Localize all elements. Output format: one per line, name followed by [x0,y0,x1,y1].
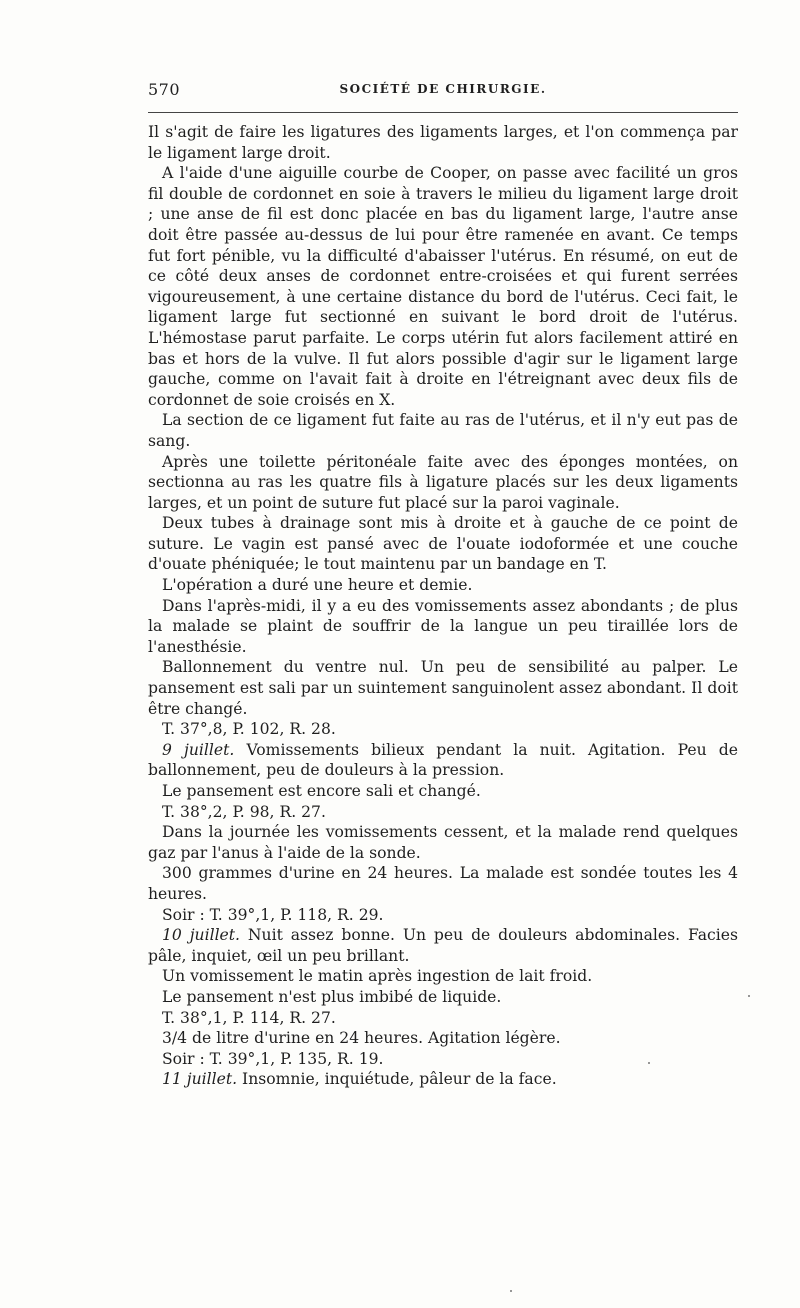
paper-speck [648,1062,650,1064]
running-head: SOCIÉTÉ DE CHIRURGIE. [339,82,547,96]
dated-entry [148,925,738,966]
paragraph-text: Dans la journée les vomissements cessent, et la malade rend quelques gaz par l'anus à l'aide de la sonde. [148,823,738,862]
paragraph-text: Soir : T. 39°,1, P. 118, R. 29. [162,905,384,924]
paragraph-text: 300 grammes d'urine en 24 heures. La malade est sondée toutes les 4 heures. [148,864,738,903]
header-rule [148,112,738,113]
paragraph-text: Un vomissement le matin après ingestion de lait froid. [162,967,593,986]
paragraph-text: Dans l'après-midi, il y a eu des vomissements assez abondants ; de plus la malade se plaint de souffrir de la langue un peu tiraillée lors de l'anesthésie. [148,596,738,656]
paragraph [148,1028,738,1049]
entry-date: 9 juillet. [162,740,235,759]
dated-entry [148,740,738,781]
paragraph-text: Vomissements bilieux pendant la nuit. Agitation. Peu de ballonnement, peu de douleurs à la pression. [148,740,738,780]
vitals-line [148,719,738,740]
paragraph [148,596,738,658]
vitals-line [148,1008,738,1029]
paragraph-text: Deux tubes à drainage sont mis à droite et à gauche de ce point de suture. Le vagin est pansé avec de l'ouate iodoformée et une couche d'ouate phéniquée; le tout maintenu par un bandage en T. [148,514,738,574]
paragraph-text: T. 38°,2, P. 98, R. 27. [162,802,326,821]
paragraph-text: 3/4 de litre d'urine en 24 heures. Agitation légère. [162,1029,561,1048]
dated-entry [148,1069,738,1090]
entry-date: 10 juillet. [162,926,241,945]
paragraph-text: Il s'agit de faire les ligatures des ligaments larges, et l'on commença par le ligament large droit. [148,123,738,162]
paragraph-text: Insomnie, inquiétude, pâleur de la face. [237,1070,557,1089]
paragraph [148,987,738,1008]
paragraph [148,513,738,575]
paragraph [148,966,738,987]
paragraph [148,822,738,863]
paragraph [148,163,738,410]
paragraph-text: Le pansement est encore sali et changé. [162,782,481,800]
page-header [148,80,738,100]
paragraph-text: Ballonnement du ventre nul. Un peu de sensibilité au palper. Le pansement est sali par un suintement sanguinolent assez abondant. Il doit être changé. [148,658,738,718]
body-text [148,122,738,1090]
paragraph-text: Le pansement n'est plus imbibé de liquide. [162,987,502,1006]
page-number: 570 [148,80,181,99]
paragraph-text: La section de ce ligament fut faite au ras de l'utérus, et il n'y eut pas de sang. [148,411,738,450]
paragraph [148,575,738,596]
paragraph-text: A l'aide d'une aiguille courbe de Cooper, on passe avec facilité un gros fil double de cordonnet en soie à travers le milieu du ligament large droit ; une anse de fil est donc placée en bas du ligament large, l'autre anse doit être passée au-dessus de lui pour être ramenée en avant. Ce temps fut fort pénible, vu la difficulté d'abaisser l'utérus. En résumé, on eut de ce côté deux anses de cordonnet entre-croisées et qui furent serrées vigoureusement, à une certaine distance du bord de l'utérus. Ceci fait, le ligament large fut sectionné en suivant le bord droit de l'utérus. L'hémostase parut parfaite. Le corps utérin fut alors facilement attiré en bas et hors de la vulve. Il fut alors possible d'agir sur le ligament large gauche, comme on l'avait fait à droite en l'étreignant avec deux fils de cordonnet de soie croisés en X. [148,164,738,409]
paper-speck [510,1290,512,1292]
vitals-line [148,1049,738,1070]
paragraph-text: T. 38°,1, P. 114, R. 27. [162,1008,336,1027]
paragraph [148,452,738,514]
paragraph-text: T. 37°,8, P. 102, R. 28. [162,720,336,739]
vitals-line [148,802,738,823]
paragraph [148,781,738,802]
paragraph-text: Soir : T. 39°,1, P. 135, R. 19. [162,1049,384,1068]
paragraph [148,863,738,904]
paragraph [148,657,738,719]
paragraph [148,122,738,163]
paragraph [148,410,738,451]
paragraph-text: Nuit assez bonne. Un peu de douleurs abdominales. Facies pâle, inquiet, œil un peu brillant. [148,926,738,965]
vitals-line [148,905,738,926]
entry-date: 11 juillet. [162,1070,238,1089]
paper-speck [748,995,750,997]
paragraph-text: Après une toilette péritonéale faite avec des éponges montées, on sectionna au ras les quatre fils à ligature placés sur les deux ligaments larges, et un point de suture fut placé sur la paroi vaginale. [148,452,738,512]
paragraph-text: L'opération a duré une heure et demie. [162,576,473,595]
